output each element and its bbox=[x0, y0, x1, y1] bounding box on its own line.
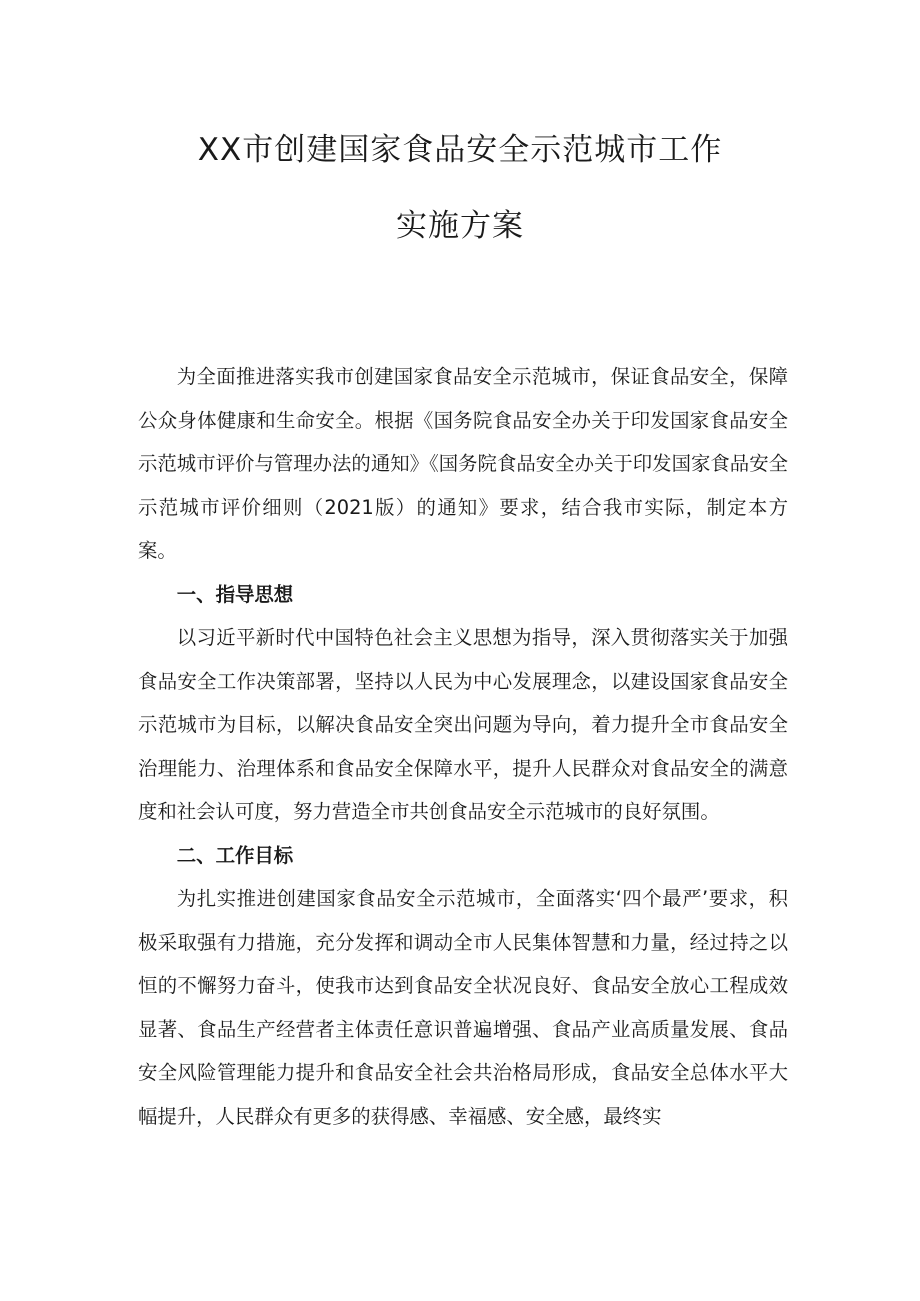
intro-paragraph: 为全面推进落实我市创建国家食品安全示范城市，保证食品安全，保障公众身体健康和生命安全。根据《国务院食品安全办关于印发国家食品安全示范城市评价与管理办法的通知》《国务院食品安全办关于印发国家食品安全示范城市评价细则（2021版）的通知》要求，结合我市实际，制定本方案。 bbox=[138, 365, 788, 562]
section-heading-work-goals: 二、工作目标 bbox=[176, 843, 294, 867]
document-title-line-1: XX市创建国家食品安全示范城市工作 bbox=[197, 132, 723, 168]
document-title-line-2: 实施方案 bbox=[396, 208, 524, 244]
section-heading-guiding-ideology: 一、指导思想 bbox=[176, 582, 294, 606]
work-goals-paragraph: 为扎实推进创建国家食品安全示范城市，全面落实‘四个最严’要求，积极采取强有力措施，充分发挥和调动全市人民集体智慧和力量，经过持之以恒的不懈努力奋斗，使我市达到食品安全状况良好、食品安全放心工程成效显著、食品生产经营者主体责任意识普遍增强、食品产业高质量发展、食品安全风险管理能力提升和食品安全社会共治格局形成，食品安全总体水平大幅提升，人民群众有更多的获得感、幸福感、安全感，最终实 bbox=[138, 887, 788, 1128]
guiding-ideology-paragraph: 以习近平新时代中国特色社会主义思想为指导，深入贯彻落实关于加强食品安全工作决策部署，坚持以人民为中心发展理念，以建设国家食品安全示范城市为目标，以解决食品安全突出问题为导向，着力提升全市食品安全治理能力、治理体系和食品安全保障水平，提升人民群众对食品安全的满意度和社会认可度，努力营造全市共创食品安全示范城市的良好氛围。 bbox=[138, 626, 788, 823]
document-body bbox=[138, 355, 788, 1138]
